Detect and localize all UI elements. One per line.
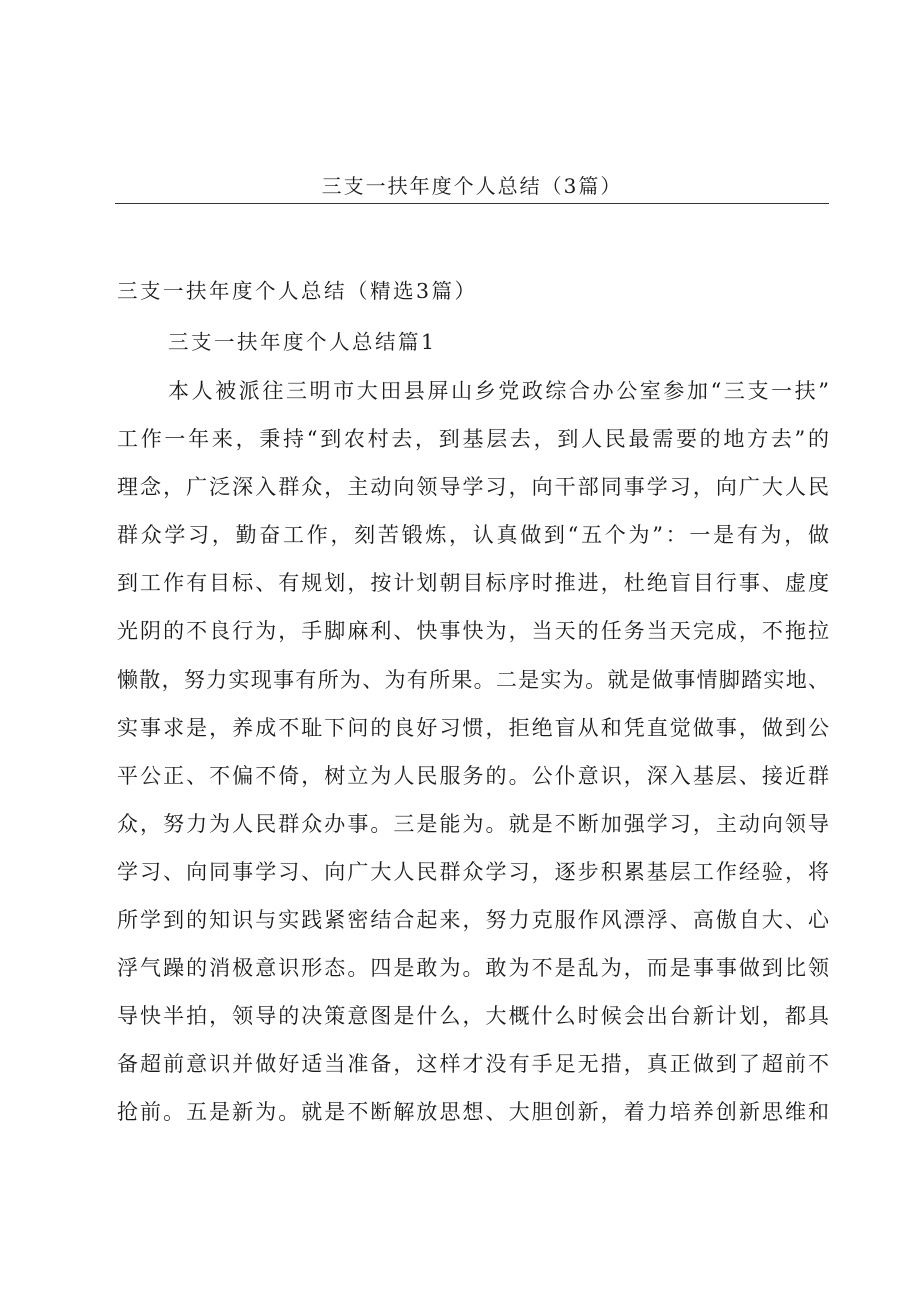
- body-line: 工作一年来，秉持“到农村去，到基层去，到人民最需要的地方去”的: [117, 427, 829, 452]
- page-header: 三支一扶年度个人总结（3篇）: [321, 174, 623, 198]
- body-line: 到工作有目标、有规划，按计划朝目标序时推进，杜绝盲目行事、虚度: [117, 571, 829, 596]
- body-line: 实事求是，养成不耻下问的良好习惯，拒绝盲从和凭直觉做事，做到公: [117, 715, 829, 740]
- body-line: 理念，广泛深入群众，主动向领导学习，向干部同事学习，向广大人民: [117, 475, 829, 500]
- body-line: 群众学习，勤奋工作，刻苦锻炼，认真做到“五个为”：一是有为，做: [117, 523, 829, 548]
- body-line: 懒散，努力实现事有所为、为有所果。二是实为。就是做事情脚踏实地、: [117, 667, 829, 692]
- header-divider: [115, 203, 829, 204]
- body-line: 平公正、不偏不倚，树立为人民服务的。公仆意识，深入基层、接近群: [117, 763, 829, 788]
- document-title: 三支一扶年度个人总结（精选3篇）: [117, 279, 478, 303]
- body-line: 浮气躁的消极意识形态。四是敢为。敢为不是乱为，而是事事做到比领: [117, 956, 829, 981]
- body-line: 抢前。五是新为。就是不断解放思想、大胆创新，着力培养创新思维和: [117, 1100, 829, 1125]
- body-line: 本人被派往三明市大田县屏山乡党政综合办公室参加“三支一扶”: [168, 379, 829, 403]
- body-line: 备超前意识并做好适当准备，这样才没有手足无措，真正做到了超前不: [117, 1052, 829, 1077]
- body-line: 学习、向同事学习、向广大人民群众学习，逐步积累基层工作经验，将: [117, 859, 829, 884]
- body-line: 光阴的不良行为，手脚麻利、快事快为，当天的任务当天完成，不拖拉: [117, 619, 829, 644]
- body-line: 众，努力为人民群众办事。三是能为。就是不断加强学习，主动向领导: [117, 811, 829, 836]
- section-heading: 三支一扶年度个人总结篇1: [168, 330, 437, 354]
- body-paragraph: [117, 367, 829, 1137]
- body-line: 导快半拍，领导的决策意图是什么，大概什么时候会出台新计划，都具: [117, 1004, 829, 1029]
- body-line: 所学到的知识与实践紧密结合起来，努力克服作风漂浮、高傲自大、心: [117, 908, 829, 933]
